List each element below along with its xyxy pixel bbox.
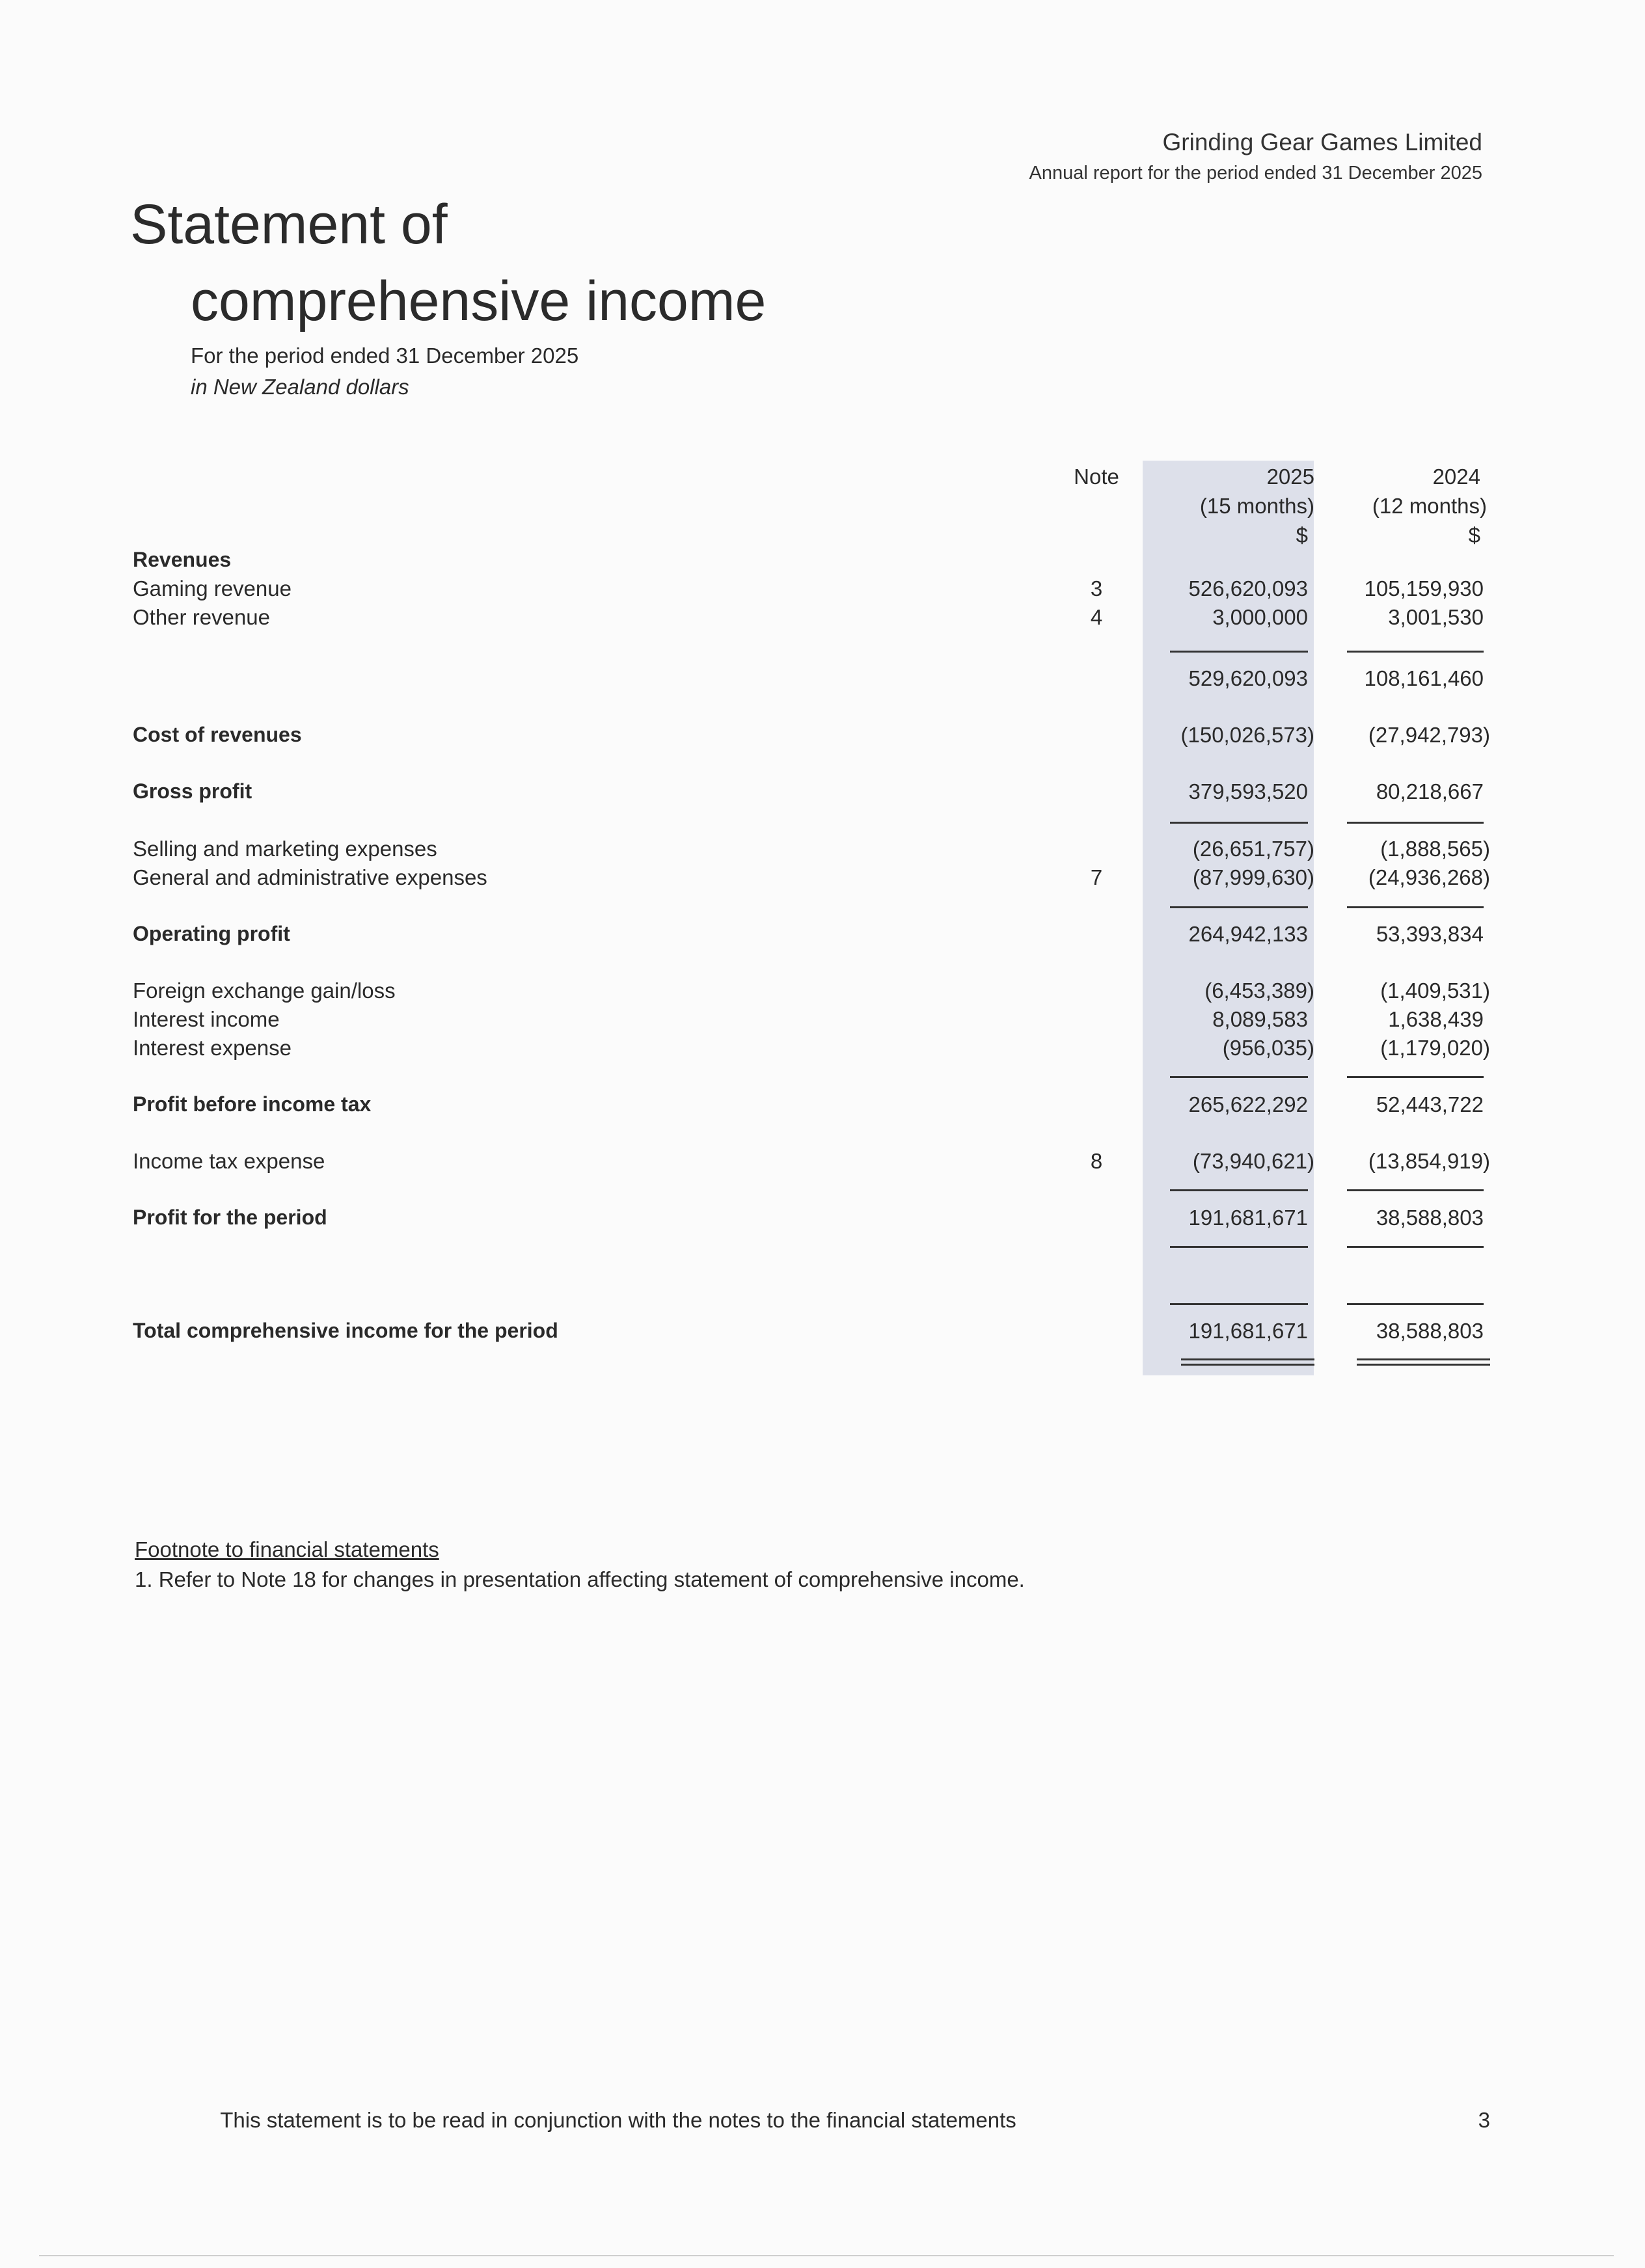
value-2025: 8,089,583 — [1212, 1007, 1308, 1031]
report-subtitle: Annual report for the period ended 31 December 2025 — [1029, 163, 1482, 183]
subtotal-rule — [1347, 906, 1484, 908]
value-2025: (150,026,573) — [1180, 723, 1314, 747]
subtotal-rule — [1170, 1076, 1308, 1078]
months-2025: (15 months) — [1199, 494, 1314, 518]
subtotal-rule — [1347, 1076, 1484, 1078]
row-label: Cost of revenues — [133, 723, 302, 746]
row-note: 7 — [1090, 865, 1103, 889]
double-underline — [1181, 1358, 1314, 1360]
value-2024: 38,588,803 — [1376, 1206, 1484, 1230]
subtotal-rule — [1347, 1303, 1484, 1305]
value-2025: (6,453,389) — [1204, 979, 1314, 1003]
subtotal-rule — [1170, 822, 1308, 824]
value-2025: 3,000,000 — [1212, 605, 1308, 629]
value-2024: 108,161,460 — [1364, 666, 1484, 690]
row-interest-income — [0, 1005, 1645, 1034]
value-2025: 191,681,671 — [1188, 1319, 1308, 1343]
value-2025: (26,651,757) — [1192, 837, 1314, 861]
row-label: Profit for the period — [133, 1206, 327, 1229]
value-2024: (13,854,919) — [1368, 1149, 1490, 1173]
column-header-2024 — [1334, 462, 1487, 550]
value-2024: 53,393,834 — [1376, 922, 1484, 946]
value-2024: (24,936,268) — [1368, 865, 1490, 889]
value-2025: 529,620,093 — [1188, 666, 1308, 690]
value-2025: (87,999,630) — [1192, 865, 1314, 889]
row-note: 8 — [1090, 1149, 1103, 1173]
value-2024: (1,888,565) — [1380, 837, 1490, 861]
row-selling-marketing — [0, 834, 1645, 863]
value-2025: 264,942,133 — [1188, 922, 1308, 946]
double-underline — [1357, 1358, 1490, 1360]
double-underline — [1357, 1364, 1490, 1366]
value-2024: (1,409,531) — [1380, 979, 1490, 1003]
page-footer: This statement is to be read in conjunction with the notes to the financial statements — [220, 2108, 1016, 2132]
note-column-header: Note — [1074, 465, 1119, 489]
value-2025: 379,593,520 — [1188, 779, 1308, 803]
row-label: Revenues — [133, 548, 232, 571]
value-2024: 52,443,722 — [1376, 1092, 1484, 1116]
year-2024: 2024 — [1432, 465, 1480, 489]
row-gaming-revenue — [0, 574, 1645, 603]
row-label: Income tax expense — [133, 1149, 325, 1173]
subtotal-rule — [1347, 1246, 1484, 1248]
statement-period: For the period ended 31 December 2025 — [191, 344, 579, 368]
value-2025: 191,681,671 — [1188, 1206, 1308, 1230]
row-revenues — [0, 545, 1645, 574]
row-label: Operating profit — [133, 922, 290, 945]
unit-2024: $ — [1468, 523, 1480, 547]
subtotal-rule — [1347, 1189, 1484, 1191]
row-foreign-exchange — [0, 976, 1645, 1005]
statement-title-line2: comprehensive income — [191, 270, 767, 332]
row-total-revenue — [0, 664, 1645, 693]
row-operating-profit — [0, 919, 1645, 949]
page-number: 3 — [1478, 2108, 1490, 2132]
value-2024: 38,588,803 — [1376, 1319, 1484, 1343]
column-header-2025 — [1158, 462, 1314, 550]
value-2024: 1,638,439 — [1388, 1007, 1484, 1031]
statement-title-line1: Statement of — [130, 193, 448, 256]
row-label: Interest expense — [133, 1036, 292, 1060]
row-note: 4 — [1090, 605, 1103, 629]
footnote-text: 1. Refer to Note 18 for changes in presentation affecting statement of comprehensive income. — [135, 1567, 1025, 1591]
row-label: Selling and marketing expenses — [133, 837, 437, 861]
value-2024: 105,159,930 — [1364, 576, 1484, 601]
row-income-tax — [0, 1146, 1645, 1176]
subtotal-rule — [1170, 1246, 1308, 1248]
subtotal-rule — [1347, 822, 1484, 824]
subtotal-rule — [1170, 906, 1308, 908]
subtotal-rule — [1170, 651, 1308, 653]
row-label: Interest income — [133, 1007, 280, 1031]
currency-note: in New Zealand dollars — [191, 375, 409, 399]
row-note: 3 — [1090, 576, 1103, 601]
value-2024: 80,218,667 — [1376, 779, 1484, 803]
value-2025: (73,940,621) — [1192, 1149, 1314, 1173]
value-2024: (27,942,793) — [1368, 723, 1490, 747]
subtotal-rule — [1170, 1189, 1308, 1191]
row-label: General and administrative expenses — [133, 865, 487, 889]
row-label: Gross profit — [133, 779, 252, 803]
footnote-heading: Footnote to financial statements — [135, 1537, 439, 1561]
row-label: Gaming revenue — [133, 576, 292, 601]
row-profit-before-tax — [0, 1090, 1645, 1119]
year-2025: 2025 — [1266, 465, 1314, 489]
row-label: Other revenue — [133, 605, 270, 629]
row-other-revenue — [0, 602, 1645, 632]
row-cost-of-revenues — [0, 720, 1645, 749]
value-2024: (1,179,020) — [1380, 1036, 1490, 1060]
row-profit-for-period — [0, 1203, 1645, 1232]
subtotal-rule — [1170, 1303, 1308, 1305]
row-gross-profit — [0, 777, 1645, 806]
row-label: Profit before income tax — [133, 1092, 372, 1116]
row-general-admin — [0, 863, 1645, 892]
months-2024: (12 months) — [1372, 494, 1487, 518]
value-2024: 3,001,530 — [1388, 605, 1484, 629]
double-underline — [1181, 1364, 1314, 1366]
value-2025: 265,622,292 — [1188, 1092, 1308, 1116]
page-edge-line — [39, 2255, 1614, 2256]
row-label: Total comprehensive income for the period — [133, 1319, 558, 1342]
row-label: Foreign exchange gain/loss — [133, 979, 396, 1003]
value-2025: (956,035) — [1222, 1036, 1314, 1060]
row-interest-expense — [0, 1033, 1645, 1062]
value-2025: 526,620,093 — [1188, 576, 1308, 601]
subtotal-rule — [1347, 651, 1484, 653]
row-total-comprehensive-income — [0, 1316, 1645, 1345]
unit-2025: $ — [1296, 523, 1308, 547]
company-name: Grinding Gear Games Limited — [1162, 129, 1482, 155]
